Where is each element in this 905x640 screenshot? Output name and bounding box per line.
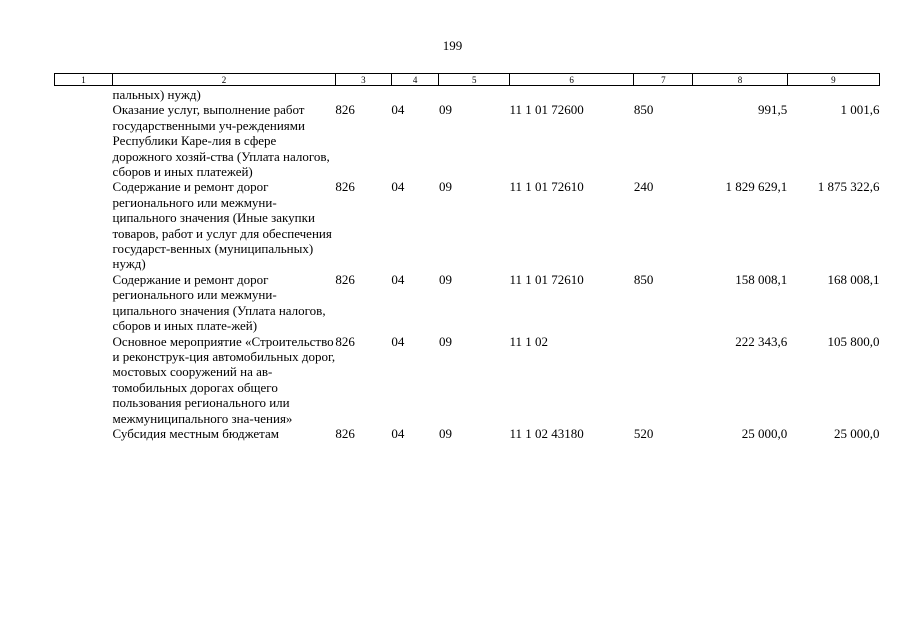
amount-2025: 25 000,0 <box>741 425 788 441</box>
amount-2026: 1 875 322,6 <box>817 179 880 195</box>
table-row <box>55 334 880 426</box>
row-name: Оказание услуг, выполнение работ государственными уч-реждениями Республики Каре-лия в сфере дорожного хозяй-ства (Уплата налогов, сборов и иных платежей) <box>112 102 330 180</box>
amount-2026 <box>787 86 879 103</box>
pr-code: 04 <box>391 425 405 441</box>
vr-code <box>634 86 693 103</box>
header-cell-1: 1 <box>55 74 113 86</box>
amount-2025: 1 829 629,1 <box>725 179 788 195</box>
csr-code: 11 1 02 <box>509 333 548 349</box>
header-cell-8: 8 <box>693 74 787 86</box>
ps-code: 09 <box>438 425 452 441</box>
row-name: Содержание и ремонт дорог регионального или межмуни-ципального значения (Иные закупки товаров, работ и услуг для обеспечения государст-венных (муниципальных) нужд) <box>112 179 332 272</box>
amount-2025: 991,5 <box>757 102 788 118</box>
vr-code: 520 <box>633 425 654 441</box>
amount-2025: 158 008,1 <box>735 271 788 287</box>
ps-code: 09 <box>438 102 452 118</box>
header-cell-3: 3 <box>335 74 391 86</box>
pr-code: 04 <box>391 102 405 118</box>
vr-code: 850 <box>633 102 654 118</box>
gp-code: 826 <box>335 333 355 349</box>
row-name: Содержание и ремонт дорог регионального или межмуни-ципального значения (Уплата налогов, сборов и иных плате-жей) <box>112 271 326 334</box>
amount-2025: 222 343,6 <box>735 333 788 349</box>
csr-code: 11 1 01 72600 <box>509 102 584 118</box>
header-cell-2: 2 <box>113 74 336 86</box>
table-row <box>55 102 880 179</box>
pr-code: 04 <box>391 333 405 349</box>
vr-code: 240 <box>633 179 654 195</box>
table-row <box>55 426 880 441</box>
row-name: Субсидия местным бюджетам <box>112 425 279 441</box>
empty-cell <box>55 426 113 441</box>
csr-code: 11 1 01 72610 <box>509 271 584 287</box>
amount-2025 <box>693 86 787 103</box>
header-cell-5: 5 <box>439 74 509 86</box>
ps-code: 09 <box>438 333 452 349</box>
header-cell-7: 7 <box>634 74 693 86</box>
vr-code: 850 <box>633 271 654 287</box>
pr-code: 04 <box>391 271 405 287</box>
gp-code: 826 <box>335 271 355 287</box>
table-row <box>55 179 880 271</box>
header-row <box>55 74 880 86</box>
empty-cell <box>55 334 113 426</box>
page-number: 199 <box>442 38 463 53</box>
empty-cell <box>55 179 113 271</box>
amount-2026: 25 000,0 <box>834 425 880 441</box>
csr-code: 11 1 02 43180 <box>509 425 584 441</box>
table-row <box>55 86 880 103</box>
row-name: пальных) нужд) <box>112 87 201 102</box>
amount-2026: 105 800,0 <box>827 333 880 349</box>
header-cell-6: 6 <box>509 74 633 86</box>
table-row <box>55 272 880 334</box>
csr-code <box>509 86 633 103</box>
header-cell-9: 9 <box>787 74 879 86</box>
pr-code <box>391 86 439 103</box>
row-name: Основное мероприятие «Строительство и реконструк-ция автомобильных дорог, мостовых сооружений на ав-томобильных дорогах общего пользования регионального или межмуниципального зна-чения» <box>112 333 336 426</box>
empty-cell <box>55 86 113 103</box>
header-cell-4: 4 <box>391 74 439 86</box>
budget-table <box>54 73 880 441</box>
empty-cell <box>55 102 113 179</box>
ps-code <box>439 86 509 103</box>
csr-code: 11 1 01 72610 <box>509 179 584 195</box>
amount-2026: 1 001,6 <box>840 102 880 118</box>
ps-code: 09 <box>438 179 452 195</box>
empty-cell <box>55 272 113 334</box>
vr-code <box>634 334 693 426</box>
gp-code <box>335 86 391 103</box>
pr-code: 04 <box>391 179 405 195</box>
ps-code: 09 <box>438 271 452 287</box>
gp-code: 826 <box>335 102 355 118</box>
amount-2026: 168 008,1 <box>827 271 880 287</box>
gp-code: 826 <box>335 179 355 195</box>
gp-code: 826 <box>335 425 355 441</box>
